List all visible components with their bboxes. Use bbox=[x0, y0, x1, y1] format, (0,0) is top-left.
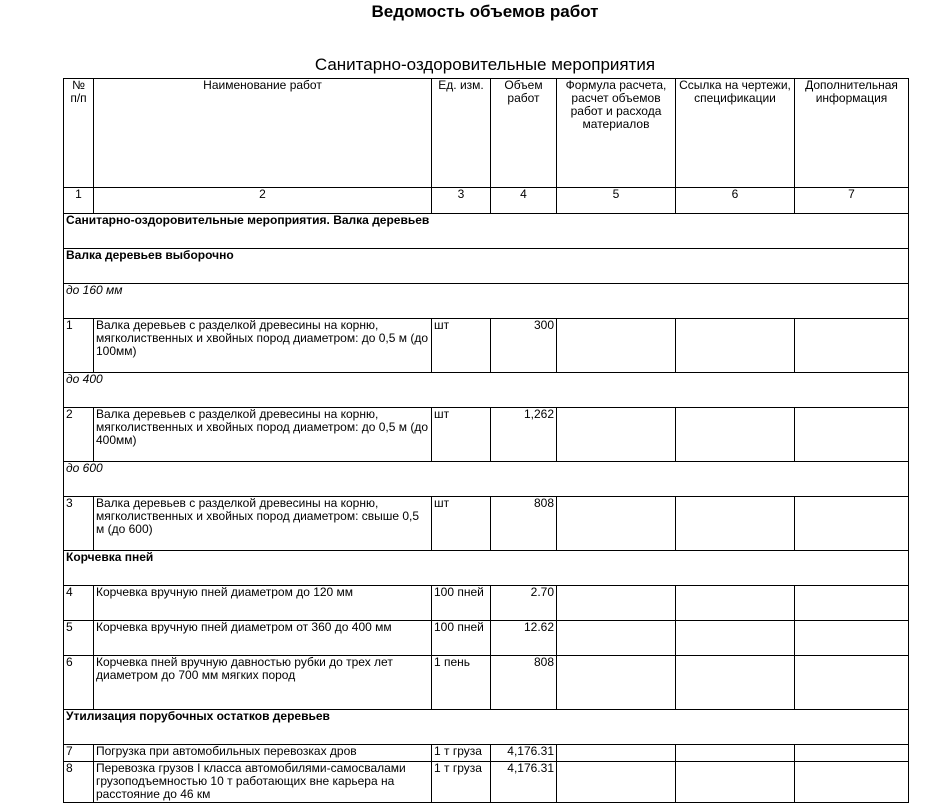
header-cell: Наименование работ bbox=[94, 79, 432, 188]
unit: 1 пень bbox=[432, 656, 491, 710]
extra-info-cell bbox=[795, 656, 909, 710]
header-cell: Ед. изм. bbox=[432, 79, 491, 188]
work-name: Корчевка вручную пней диаметром до 120 мм bbox=[94, 586, 432, 621]
header-cell: Объем работ bbox=[491, 79, 557, 188]
formula-cell bbox=[557, 586, 676, 621]
subsection-heading: до 400 bbox=[64, 373, 909, 408]
extra-info-cell bbox=[795, 408, 909, 462]
drawing-ref-cell bbox=[676, 408, 795, 462]
quantity: 4,176.31 bbox=[491, 762, 557, 803]
row-number: 6 bbox=[64, 656, 94, 710]
section-row bbox=[64, 551, 909, 586]
header-cell: Формула расчета, расчет объемов работ и расхода материалов bbox=[557, 79, 676, 188]
row-number: 4 bbox=[64, 586, 94, 621]
table-row bbox=[64, 745, 909, 762]
work-name: Погрузка при автомобильных перевозках дров bbox=[94, 745, 432, 762]
section-heading: Корчевка пней bbox=[64, 551, 909, 586]
section-heading: Санитарно-оздоровительные мероприятия. Валка деревьев bbox=[64, 214, 909, 249]
row-number: 1 bbox=[64, 319, 94, 373]
column-number-row bbox=[64, 188, 909, 214]
column-number: 2 bbox=[94, 188, 432, 214]
section-row bbox=[64, 249, 909, 284]
formula-cell bbox=[557, 745, 676, 762]
row-number: 3 bbox=[64, 497, 94, 551]
unit: шт bbox=[432, 319, 491, 373]
drawing-ref-cell bbox=[676, 319, 795, 373]
row-number: 7 bbox=[64, 745, 94, 762]
column-number: 4 bbox=[491, 188, 557, 214]
formula-cell bbox=[557, 762, 676, 803]
unit: 1 т груза bbox=[432, 745, 491, 762]
row-number: 8 bbox=[64, 762, 94, 803]
unit: 1 т груза bbox=[432, 762, 491, 803]
table-row bbox=[64, 408, 909, 462]
section-heading: Валка деревьев выборочно bbox=[64, 249, 909, 284]
work-name: Валка деревьев с разделкой древесины на корню, мягколиственных и хвойных пород диаметром: до 0,5 м (до 100мм) bbox=[94, 319, 432, 373]
unit: шт bbox=[432, 408, 491, 462]
extra-info-cell bbox=[795, 497, 909, 551]
work-name: Валка деревьев с разделкой древесины на корню, мягколиственных и хвойных пород диаметром: свыше 0,5 м (до 600) bbox=[94, 497, 432, 551]
section-row bbox=[64, 710, 909, 745]
column-number: 6 bbox=[676, 188, 795, 214]
subsection-row bbox=[64, 462, 909, 497]
subsection-row bbox=[64, 284, 909, 319]
extra-info-cell bbox=[795, 319, 909, 373]
header-cell: Дополнительная информация bbox=[795, 79, 909, 188]
table-row bbox=[64, 656, 909, 710]
unit: шт bbox=[432, 497, 491, 551]
drawing-ref-cell bbox=[676, 656, 795, 710]
formula-cell bbox=[557, 319, 676, 373]
subsection-heading: до 160 мм bbox=[64, 284, 909, 319]
quantity: 2.70 bbox=[491, 586, 557, 621]
table-row bbox=[64, 319, 909, 373]
drawing-ref-cell bbox=[676, 621, 795, 656]
formula-cell bbox=[557, 621, 676, 656]
header-cell: Ссылка на чертежи, спецификации bbox=[676, 79, 795, 188]
table-row bbox=[64, 762, 909, 803]
header-cell: № п/п bbox=[64, 79, 94, 188]
document-subtitle: Санитарно-оздоровительные мероприятия bbox=[314, 55, 656, 74]
column-number: 3 bbox=[432, 188, 491, 214]
column-number: 5 bbox=[557, 188, 676, 214]
column-number: 1 bbox=[64, 188, 94, 214]
quantity: 12.62 bbox=[491, 621, 557, 656]
quantity: 808 bbox=[491, 656, 557, 710]
column-number: 7 bbox=[795, 188, 909, 214]
document-title: Ведомость объемов работ bbox=[371, 2, 599, 21]
work-name: Корчевка пней вручную давностью рубки до трех лет диаметром до 700 мм мягких пород bbox=[94, 656, 432, 710]
works-volume-table bbox=[63, 78, 909, 803]
unit: 100 пней bbox=[432, 621, 491, 656]
section-row bbox=[64, 214, 909, 249]
section-heading: Утилизация порубочных остатков деревьев bbox=[64, 710, 909, 745]
table-row bbox=[64, 497, 909, 551]
extra-info-cell bbox=[795, 745, 909, 762]
subsection-row bbox=[64, 373, 909, 408]
formula-cell bbox=[557, 497, 676, 551]
row-number: 2 bbox=[64, 408, 94, 462]
quantity: 300 bbox=[491, 319, 557, 373]
row-number: 5 bbox=[64, 621, 94, 656]
formula-cell bbox=[557, 656, 676, 710]
unit: 100 пней bbox=[432, 586, 491, 621]
drawing-ref-cell bbox=[676, 497, 795, 551]
table-row bbox=[64, 586, 909, 621]
extra-info-cell bbox=[795, 621, 909, 656]
quantity: 4,176.31 bbox=[491, 745, 557, 762]
quantity: 1,262 bbox=[491, 408, 557, 462]
drawing-ref-cell bbox=[676, 762, 795, 803]
drawing-ref-cell bbox=[676, 586, 795, 621]
table-row bbox=[64, 621, 909, 656]
quantity: 808 bbox=[491, 497, 557, 551]
extra-info-cell bbox=[795, 762, 909, 803]
drawing-ref-cell bbox=[676, 745, 795, 762]
work-name: Валка деревьев с разделкой древесины на корню, мягколиственных и хвойных пород диаметром: до 0,5 м (до 400мм) bbox=[94, 408, 432, 462]
work-name: Перевозка грузов I класса автомобилями-самосвалами грузоподъемностью 10 т работающих вне карьера на расстояние до 46 км bbox=[94, 762, 432, 803]
work-name: Корчевка вручную пней диаметром от 360 до 400 мм bbox=[94, 621, 432, 656]
subsection-heading: до 600 bbox=[64, 462, 909, 497]
extra-info-cell bbox=[795, 586, 909, 621]
formula-cell bbox=[557, 408, 676, 462]
table-header-row bbox=[64, 79, 909, 188]
